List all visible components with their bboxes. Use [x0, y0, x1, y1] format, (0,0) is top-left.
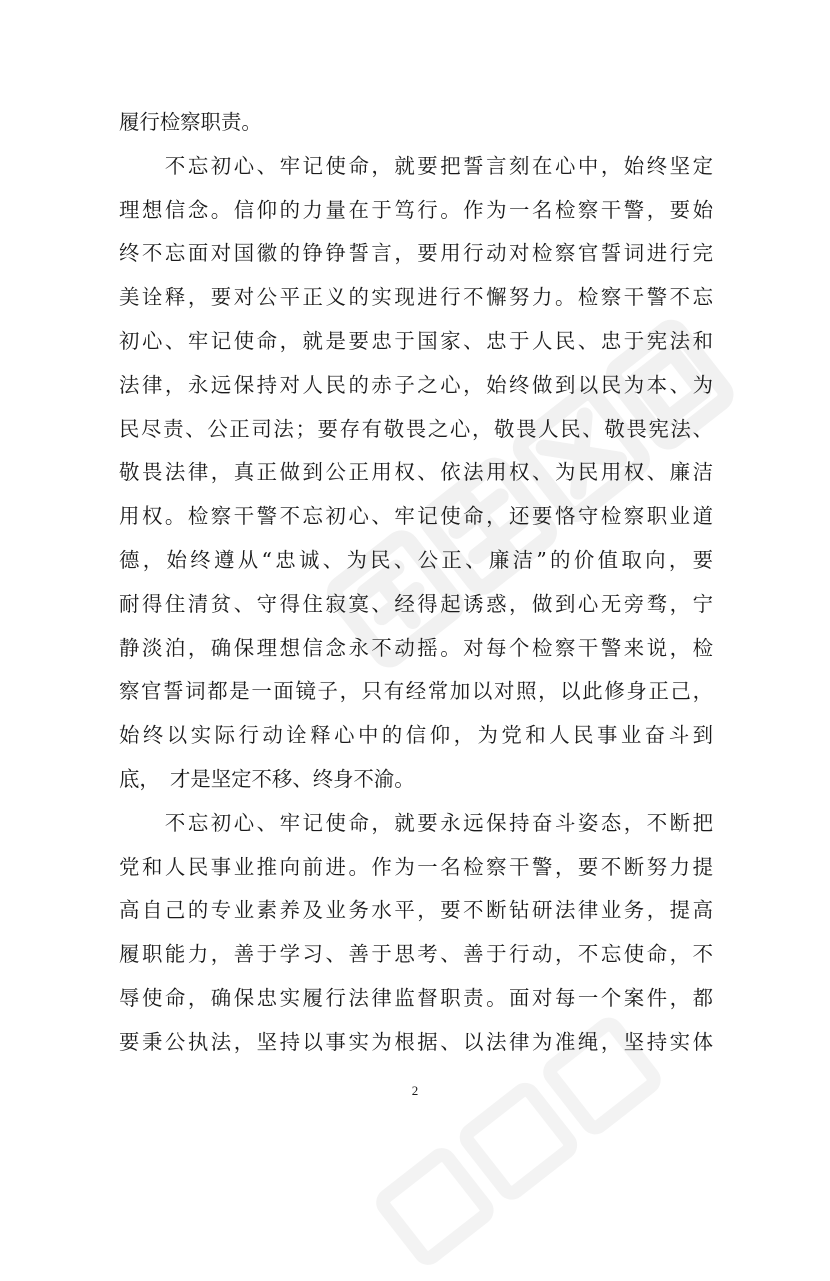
text-line: 理想信念。信仰的力量在于笃行。作为一名检察干警，要始 — [119, 197, 713, 222]
text-line: 履行检察职责。 — [119, 110, 262, 134]
text-line: 高自己的专业素养及业务水平，要不断钻研法律业务，提高 — [119, 898, 713, 923]
text-line: 始终以实际行动诠释心中的信仰，为党和人民事业奋斗到 — [119, 723, 713, 748]
text-line: 辱使命，确保忠实履行法律监督职责。面对每一个案件，都 — [119, 985, 713, 1010]
text-line: 敬畏法律，真正做到公正用权、依法用权、为民用权、廉洁 — [119, 460, 713, 485]
text-line: 美诠释，要对公平正义的实现进行不懈努力。检察干警不忘 — [119, 285, 713, 310]
text-line: 耐得住清贫、守得住寂寞、经得起诱惑，做到心无旁骛，宁 — [119, 591, 713, 616]
text-line: 党和人民事业推向前进。作为一名检察干警，要不断努力提 — [119, 854, 713, 879]
text-line: 静淡泊，确保理想信念永不动摇。对每个检察干警来说，检 — [119, 635, 713, 660]
text-line: 不忘初心、牢记使命，就要把誓言刻在心中，始终坚定 — [119, 153, 713, 178]
text-line: 终不忘面对国徽的铮铮誓言，要用行动对检察官誓词进行完 — [119, 241, 713, 266]
text-line: 底， 才是坚定不移、终身不渝。 — [119, 766, 415, 791]
page-number: 2 — [411, 1083, 419, 1098]
text-line: 要秉公执法，坚持以事实为根据、以法律为准绳，坚持实体 — [119, 1029, 713, 1054]
text-line: 德，始终遵从“忠诚、为民、公正、廉洁”的价值取向，要 — [119, 547, 713, 572]
text-line: 履职能力，善于学习、善于思考、善于行动，不忘使命，不 — [119, 942, 713, 967]
text-line: 用权。检察干警不忘初心、牢记使命，还要恪守检察职业道 — [119, 504, 713, 529]
text-line: 民尽责、公正司法；要存有敬畏之心，敬畏人民、敬畏宪法、 — [119, 416, 713, 441]
text-line: 不忘初心、牢记使命，就要永远保持奋斗姿态，不断把 — [119, 810, 713, 835]
text-line: 法律，永远保持对人民的赤子之心，始终做到以民为本、为 — [119, 372, 713, 397]
text-line: 初心、牢记使命，就是要忠于国家、忠于人民、忠于宪法和 — [119, 328, 713, 353]
text-line: 察官誓词都是一面镜子，只有经常加以对照，以此修身正己， — [119, 679, 713, 704]
body-text — [119, 101, 713, 1065]
